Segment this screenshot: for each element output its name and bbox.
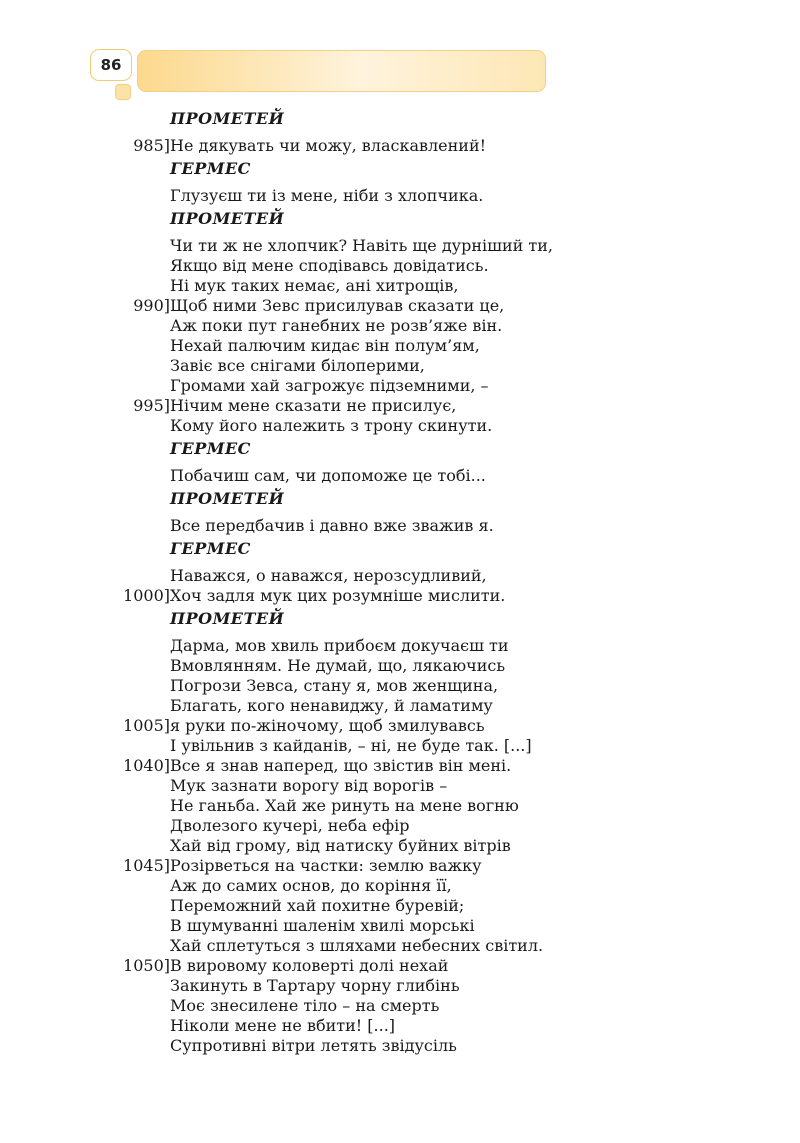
- verse-line: [0, 566, 800, 586]
- verse-line: [0, 396, 800, 416]
- verse-line: [0, 416, 800, 436]
- verse-text: Хай від грому, від натиску буйних вітрів: [170, 836, 511, 855]
- line-number: 985]: [133, 136, 170, 155]
- verse-line: [0, 256, 800, 276]
- verse-text: Кому його належить з трону скинути.: [170, 416, 493, 435]
- speaker-name: [0, 609, 800, 629]
- verse-line: [0, 956, 800, 976]
- speaker-name: [0, 159, 800, 179]
- verse-line: [0, 1036, 800, 1056]
- verse-text: Аж до самих основ, до коріння її,: [170, 876, 452, 895]
- verse-text: Щоб ними Зевс присилував сказати це,: [170, 296, 505, 315]
- verse-text: Хай сплетуться з шляхами небесних світил.: [170, 936, 544, 955]
- verse-line: [0, 236, 800, 256]
- verse-text: Наважся, о наважся, нерозсудливий,: [170, 566, 487, 585]
- verse-text: Все я знав наперед, що звістив він мені.: [170, 756, 512, 775]
- verse-line: [0, 676, 800, 696]
- verse-line: [0, 996, 800, 1016]
- verse-line: [0, 516, 800, 536]
- verse-text: Громами хай загрожує підземними, –: [170, 376, 489, 395]
- speaker-label: ГЕРМЕС: [170, 159, 251, 178]
- verse-text: Супротивні вітри летять звідусіль: [170, 1036, 457, 1055]
- verse-text: Нічим мене сказати не присилує,: [170, 396, 457, 415]
- verse-text: Не ганьба. Хай же ринуть на мене вогню: [170, 796, 519, 815]
- page-number-decoration: [115, 84, 131, 100]
- verse-text: Закинуть в Тартару чорну глибінь: [170, 976, 460, 995]
- verse-text: Розірветься на частки: землю важку: [170, 856, 482, 875]
- verse-text: В шумуванні шаленім хвилі морські: [170, 916, 475, 935]
- verse-line: [0, 136, 800, 156]
- verse-text: Дарма, мов хвиль прибоєм докучаєш ти: [170, 636, 509, 655]
- line-number: 1000]: [123, 586, 170, 605]
- verse-line: [0, 876, 800, 896]
- speaker-name: [0, 539, 800, 559]
- verse-text: Аж поки пут ганебних не розв’яже він.: [170, 316, 503, 335]
- verse-text: Вмовлянням. Не думай, що, лякаючись: [170, 656, 506, 675]
- header-bar: [137, 50, 546, 92]
- verse-line: [0, 376, 800, 396]
- line-number: 1045]: [123, 856, 170, 875]
- verse-text: Ніколи мене не вбити! [...]: [170, 1016, 396, 1035]
- verse-line: [0, 276, 800, 296]
- speaker-label: ПРОМЕТЕЙ: [170, 209, 285, 228]
- verse-line: [0, 586, 800, 606]
- page-number: 86: [90, 49, 132, 81]
- speaker-label: ГЕРМЕС: [170, 539, 251, 558]
- verse-line: [0, 1016, 800, 1036]
- verse-line: [0, 836, 800, 856]
- line-number: 995]: [133, 396, 170, 415]
- verse-text: Дволезого кучері, неба ефір: [170, 816, 410, 835]
- verse-line: [0, 936, 800, 956]
- verse-text: я руки по-жіночому, щоб змилувавсь: [170, 716, 485, 735]
- verse-text: В вировому коловерті долі нехай: [170, 956, 449, 975]
- verse-line: [0, 186, 800, 206]
- line-number: 1050]: [123, 956, 170, 975]
- verse-line: [0, 896, 800, 916]
- verse-text: Погрози Зевса, стану я, мов женщина,: [170, 676, 499, 695]
- speaker-label: ПРОМЕТЕЙ: [170, 489, 285, 508]
- verse-line: [0, 756, 800, 776]
- verse-text: Хоч задля мук цих розумніше мислити.: [170, 586, 506, 605]
- verse-text: Благать, кого ненавиджу, й ламатиму: [170, 696, 493, 715]
- verse-line: [0, 656, 800, 676]
- verse-text: Ні мук таких немає, ані хитрощів,: [170, 276, 459, 295]
- verse-text: Моє знесилене тіло – на смерть: [170, 996, 440, 1015]
- speaker-name: [0, 489, 800, 509]
- verse-line: [0, 466, 800, 486]
- speaker-label: ПРОМЕТЕЙ: [170, 109, 285, 128]
- verse-line: [0, 796, 800, 816]
- verse-text: І увільнив з кайданів, – ні, не буде так. [...]: [170, 736, 532, 755]
- verse-line: [0, 356, 800, 376]
- speaker-label: ПРОМЕТЕЙ: [170, 609, 285, 628]
- verse-line: [0, 736, 800, 756]
- verse-text: Якщо від мене сподівавсь довідатись.: [170, 256, 489, 275]
- verse-text: Чи ти ж не хлопчик? Навіть ще дурніший ти,: [170, 236, 554, 255]
- verse-text: Глузуєш ти із мене, ніби з хлопчика.: [170, 186, 484, 205]
- speaker-name: [0, 109, 800, 129]
- verse-line: [0, 976, 800, 996]
- line-number: 1040]: [123, 756, 170, 775]
- speaker-label: ГЕРМЕС: [170, 439, 251, 458]
- verse-text: Нехай палючим кидає він полум’ям,: [170, 336, 480, 355]
- verse-text: Мук зазнати ворогу від ворогів –: [170, 776, 448, 795]
- verse-text: Завіє все снігами білоперими,: [170, 356, 425, 375]
- verse-text: Побачиш сам, чи допоможе це тобі...: [170, 466, 486, 485]
- speaker-name: [0, 209, 800, 229]
- verse-line: [0, 716, 800, 736]
- verse-text: Все передбачив і давно вже зважив я.: [170, 516, 494, 535]
- line-number: 990]: [133, 296, 170, 315]
- line-number: 1005]: [123, 716, 170, 735]
- verse-line: [0, 336, 800, 356]
- play-text: [0, 106, 800, 1056]
- verse-line: [0, 916, 800, 936]
- speaker-name: [0, 439, 800, 459]
- verse-text: Переможний хай похитне буревій;: [170, 896, 465, 915]
- verse-text: Не дякувать чи можу, власкавлений!: [170, 136, 487, 155]
- verse-line: [0, 296, 800, 316]
- verse-line: [0, 636, 800, 656]
- verse-line: [0, 776, 800, 796]
- verse-line: [0, 856, 800, 876]
- verse-line: [0, 816, 800, 836]
- verse-line: [0, 696, 800, 716]
- verse-line: [0, 316, 800, 336]
